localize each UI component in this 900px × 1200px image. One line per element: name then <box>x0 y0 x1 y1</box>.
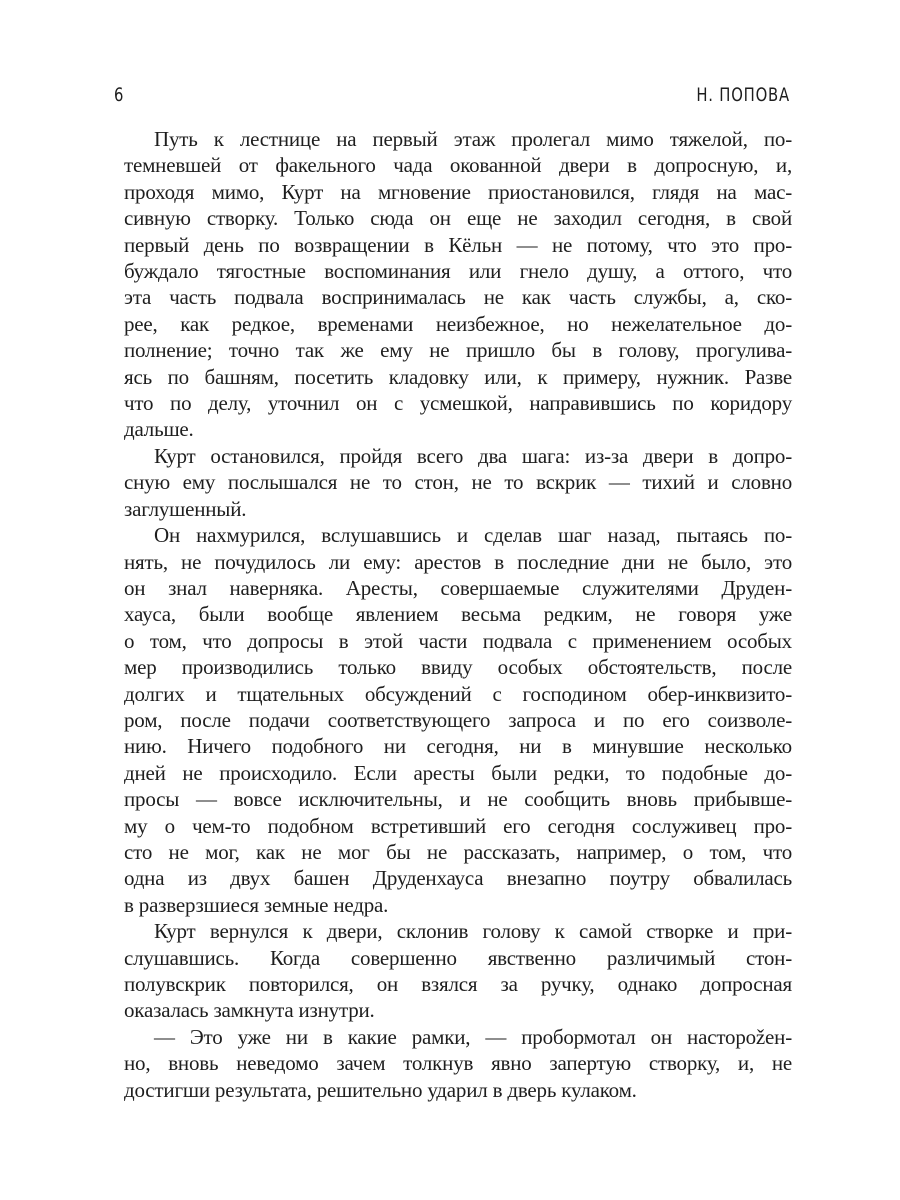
text-line: рее, как редкое, временами неизбежное, но нежелательное до- <box>124 311 792 336</box>
text-line: просы — вовсе исключительны, и не сообщить вновь прибывше- <box>124 787 792 812</box>
text-line: Курт остановился, пройдя всего два шага: из-за двери в допро- <box>154 443 792 468</box>
text-line: сивную створку. Только сюда он еще не заходил сегодня, в свой <box>124 206 792 231</box>
text-line: мер производились только ввиду особых обстоятельств, после <box>124 655 792 680</box>
text-line: в разверзшиеся земные недра. <box>124 892 389 917</box>
text-line: му о чем-то подобном встретивший его сегодня сослуживец про- <box>124 813 792 838</box>
text-line: о том, что допросы в этой части подвала с применением особых <box>124 628 792 653</box>
paragraph <box>124 126 792 443</box>
text-line: эта часть подвала воспринималась не как часть службы, а, ско- <box>124 285 792 310</box>
text-line: — Это уже ни в какие рамки, — пробормотал он настороžен- <box>154 1024 792 1049</box>
paragraph <box>124 918 792 1024</box>
text-line: ясь по башням, посетить кладовку или, к примеру, нужник. Разве <box>124 364 792 389</box>
text-line: Путь к лестнице на первый этаж пролегал мимо тяжелой, по- <box>154 127 792 151</box>
text-line: проходя мимо, Курт на мгновение приостановился, глядя на мас- <box>124 179 792 204</box>
text-line: темневшей от факельного чада окованной двери в допросную, и, <box>124 153 792 178</box>
page-body <box>124 126 792 1103</box>
text-line: полувскрик повторился, он взялся за ручку, однако допросная <box>124 972 792 996</box>
page-number: 6 <box>114 84 125 106</box>
text-line: хауса, были вообще явлением весьма редким, не говоря уже <box>124 602 792 627</box>
text-line: одна из двух башен Друденхауса внезапно поутру обвалилась <box>124 866 792 891</box>
text-line: заглушенный. <box>124 496 247 521</box>
text-line: но, вновь неведомо зачем толкнув явно запертую створку, и, не <box>124 1051 792 1076</box>
text-line: нять, не почудилось ли ему: арестов в последние дни не было, это <box>124 549 792 574</box>
text-line: долгих и тщательных обсуждений с господином обер-инквизито- <box>124 681 792 706</box>
paragraph <box>124 522 792 918</box>
text-line: оказалась замкнута изнутри. <box>124 998 375 1023</box>
text-line: Он нахмурился, вслушавшись и сделав шаг назад, пытаясь по- <box>154 523 792 548</box>
text-line: дней не происходило. Если аресты были редки, то подобные до- <box>124 760 792 785</box>
text-line: ром, после подачи соответствующего запроса и по его соизволе- <box>124 707 792 732</box>
text-line: дальше. <box>124 417 194 442</box>
text-line: сную ему послышался не то стон, не то вскрик — тихий и словно <box>124 470 792 495</box>
text-line: нию. Ничего подобного ни сегодня, ни в минувшие несколько <box>124 734 792 759</box>
text-line: Курт вернулся к двери, склонив голову к самой створке и при- <box>154 919 792 944</box>
text-line: достигши результата, решительно ударил в дверь кулаком. <box>124 1077 637 1102</box>
paragraph <box>124 443 792 522</box>
text-line: сто не мог, как не мог бы не рассказать, например, о том, что <box>124 839 792 864</box>
text-line: первый день по возвращении в Кёльн — не потому, что это про- <box>124 232 792 257</box>
text-line: полнение; точно так же ему не пришло бы в голову, прогулива- <box>124 338 792 363</box>
text-line: слушавшись. Когда совершенно явственно различимый стон- <box>124 945 792 970</box>
text-line: он знал наверняка. Аресты, совершаемые служителями Друден- <box>124 575 792 600</box>
running-header-author: Н. ПОПОВА <box>696 84 790 106</box>
paragraph <box>124 1024 792 1103</box>
text-line: что по делу, уточнил он с усмешкой, направившись по коридору <box>124 391 792 416</box>
text-line: буждало тягостные воспоминания или гнело душу, а оттого, что <box>124 259 792 284</box>
